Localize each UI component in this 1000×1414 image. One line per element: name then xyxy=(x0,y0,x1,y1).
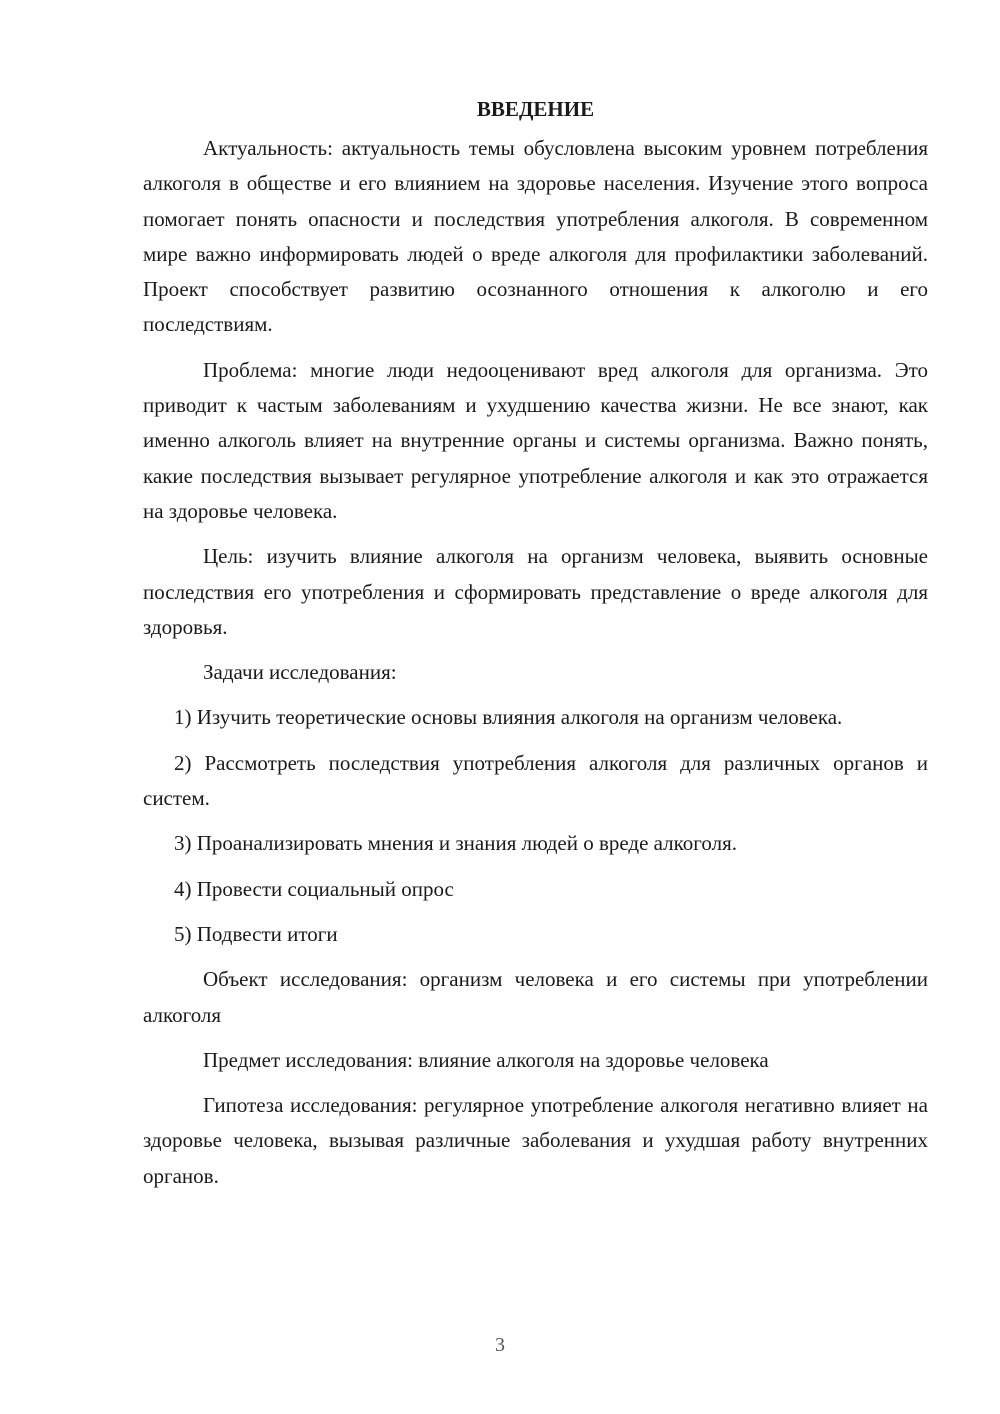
subject-paragraph: Предмет исследования: влияние алкоголя на здоровье человека xyxy=(203,1047,769,1072)
goal-paragraph: Цель: изучить влияние алкоголя на организм человека, выявить основные последствия его употребления и сформировать представление о вреде алкоголя для здоровья. xyxy=(143,544,928,639)
hypothesis-paragraph: Гипотеза исследования: регулярное употребление алкоголя негативно влияет на здоровье человека, вызывая различные заболевания и ухудшая работу внутренних органов. xyxy=(143,1093,928,1188)
section-title: ВВЕДЕНИЕ xyxy=(476,97,595,121)
object-paragraph: Объект исследования: организм человека и его системы при употреблении алкоголя xyxy=(143,967,928,1027)
task-item-5: 5) Подвести итоги xyxy=(174,921,338,946)
document-page xyxy=(143,92,928,1204)
task-item-1: 1) Изучить теоретические основы влияния алкоголя на организм человека. xyxy=(174,705,843,730)
problem-paragraph: Проблема: многие люди недооценивают вред алкоголя для организма. Это приводит к частым заболеваниям и ухудшению качества жизни. Не все знают, как именно алкоголь влияет на внутренние органы и системы организма. Важно понять, какие последствия вызывает регулярное употребление алкоголя и как это отражается на здоровье человека. xyxy=(143,357,928,523)
relevance-paragraph: Актуальность: актуальность темы обусловлена высоким уровнем потребления алкоголя в обществе и его влиянием на здоровье населения. Изучение этого вопроса помогает понять опасности и последствия употребления алкоголя. В современном мире важно информировать людей о вреде алкоголя для профилактики заболеваний. Проект способствует развитию осознанного отношения к алкоголю и его последствиям. xyxy=(143,136,928,337)
task-item-3: 3) Проанализировать мнения и знания людей о вреде алкоголя. xyxy=(174,831,737,856)
tasks-heading: Задачи исследования: xyxy=(203,660,397,685)
task-item-4: 4) Провести социальный опрос xyxy=(174,876,454,901)
page-number: 3 xyxy=(495,1334,505,1356)
task-item-2: 2) Рассмотреть последствия употребления алкоголя для различных органов и систем. xyxy=(143,750,928,811)
